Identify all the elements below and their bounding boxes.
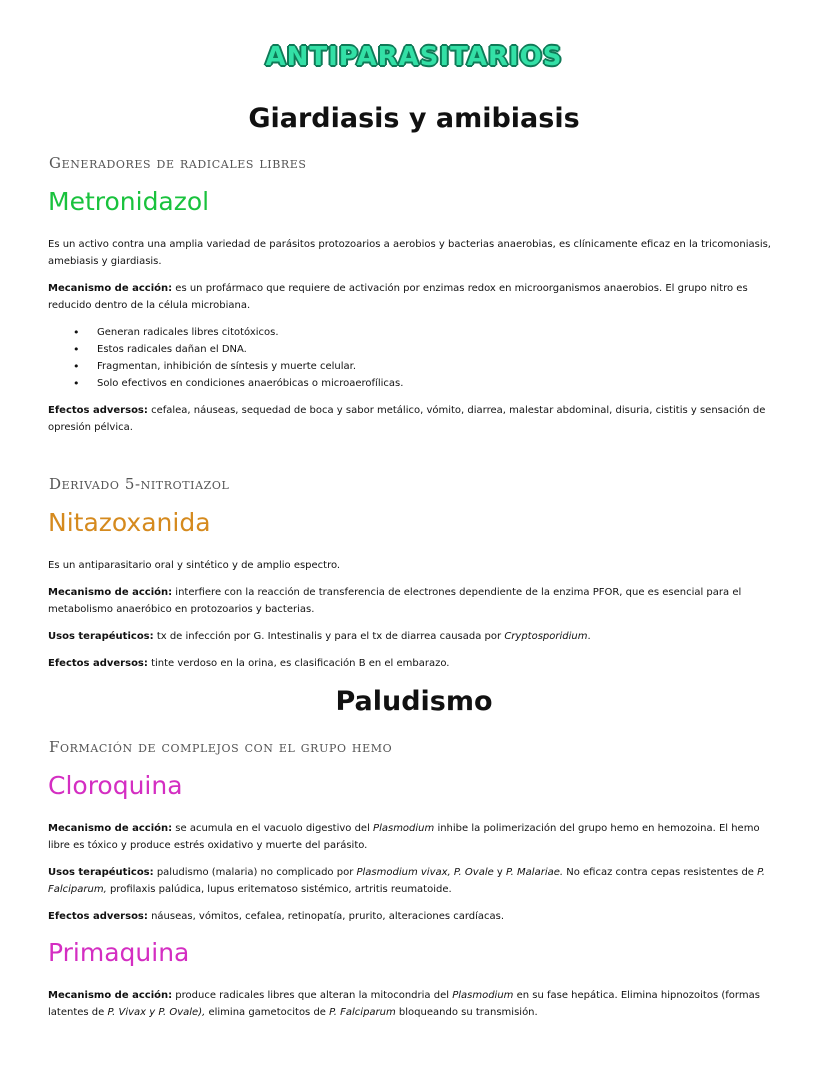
usos-label: Usos terapéuticos: (48, 867, 154, 878)
nitazoxanida-usos (48, 628, 783, 645)
mecanismo-label: Mecanismo de acción: (48, 587, 173, 598)
efectos-label: Efectos adversos: (48, 405, 148, 416)
mecanismo-label: Mecanismo de acción: (48, 990, 173, 1001)
cloroquina-usos (48, 864, 783, 898)
mecanismo-text: produce radicales libres que alteran la mitocondria del (172, 990, 453, 1001)
mecanismo-text: se acumula en el vacuolo digestivo del (172, 823, 374, 834)
usos-text: profilaxis palúdica, lupus eritematoso sistémico, artritis reumatoide. (106, 884, 452, 895)
list-item: • Fragmentan, inhibición de síntesis y muerte celular. (70, 358, 770, 375)
nitazoxanida-efectos (48, 655, 783, 672)
mecanismo-text: interfiere con la reacción de transferencia de electrones dependiente de la enzima PFOR, que es esencial para el metabolismo anaeróbico en protozoarios y bacterias. (48, 587, 742, 615)
usos-organism: Cryptosporidium (504, 631, 588, 642)
drug-heading-nitazoxanida: Nitazoxanida (48, 508, 211, 537)
category-heading-radicales: Generadores de radicales libres (49, 154, 307, 172)
metronidazol-intro: Es un activo contra una amplia variedad de parásitos protozoarios a aerobios y bacterias anaerobias, es clínicamente eficaz en la tricomoniasis, amebiasis y giardiasis. (48, 239, 771, 267)
category-heading-nitrotiazol: Derivado 5-nitrotiazol (49, 475, 230, 493)
usos-text: No eficaz contra cepas resistentes de (563, 867, 758, 878)
mecanismo-text: es un profármaco que requiere de activación por enzimas redox en microorganismos anaerobios. El grupo nitro es reducido dentro de la célula microbiana. (48, 283, 748, 311)
mecanismo-organism: P. Falciparum (329, 1007, 396, 1018)
mecanismo-organism: Plasmodium (452, 990, 514, 1001)
section-heading-paludismo: Paludismo (335, 686, 493, 717)
usos-organism: Plasmodium vivax, P. Ovale (356, 867, 494, 878)
mecanismo-text-end: inhibe la polimerización del grupo hemo en hemozoina. El hemo libre es tóxico y produce estrés oxidativo y muerte del parásito. (48, 823, 760, 851)
list-item: • Estos radicales dañan el DNA. (70, 341, 770, 358)
mecanismo-label: Mecanismo de acción: (48, 283, 173, 294)
efectos-text: náuseas, vómitos, cefalea, retinopatía, prurito, alteraciones cardíacas. (147, 911, 505, 922)
usos-label: Usos terapéuticos: (48, 631, 154, 642)
mecanismo-organism: P. Vivax y P. Ovale), (107, 1007, 206, 1018)
usos-text: tx de infección por G. Intestinalis y para el tx de diarrea causada por (153, 631, 505, 642)
cloroquina-mecanismo (48, 820, 783, 854)
metronidazol-bullet-list (70, 324, 770, 392)
category-heading-hemo: Formación de complejos con el grupo hemo (49, 738, 393, 756)
mecanismo-text: bloqueando su transmisión. (395, 1007, 538, 1018)
usos-text: paludismo (malaria) no complicado por (153, 867, 357, 878)
document-title: ANTIPARASITARIOS (265, 42, 563, 72)
efectos-label: Efectos adversos: (48, 658, 148, 669)
mecanismo-label: Mecanismo de acción: (48, 823, 173, 834)
section-heading-giardiasis: Giardiasis y amibiasis (248, 103, 580, 134)
efectos-text: cefalea, náuseas, sequedad de boca y sabor metálico, vómito, diarrea, malestar abdominal, disuria, cistitis y sensación de opresión pélvica. (48, 405, 766, 433)
drug-heading-metronidazol: Metronidazol (48, 187, 210, 216)
usos-text: y (493, 867, 507, 878)
nitazoxanida-intro: Es un antiparasitario oral y sintético y de amplio espectro. (48, 560, 341, 571)
mecanismo-organism: Plasmodium (373, 823, 435, 834)
efectos-label: Efectos adversos: (48, 911, 148, 922)
efectos-text: tinte verdoso en la orina, es clasificación B en el embarazo. (147, 658, 450, 669)
primaquina-mecanismo (48, 987, 783, 1021)
drug-heading-cloroquina: Cloroquina (48, 771, 183, 800)
mecanismo-text: en su fase hepática. Elimina hipnozoitos (formas latentes de (48, 990, 760, 1018)
usos-organism: P. Malariae. (506, 867, 564, 878)
cloroquina-efectos (48, 908, 783, 925)
list-item: • Solo efectivos en condiciones anaeróbicas o microaerofílicas. (70, 375, 770, 392)
list-item: • Generan radicales libres citotóxicos. (70, 324, 770, 341)
usos-organism: P. Falciparum, (48, 867, 765, 895)
metronidazol-efectos (48, 402, 783, 436)
nitazoxanida-mecanismo (48, 584, 783, 618)
drug-heading-primaquina: Primaquina (48, 938, 190, 967)
metronidazol-mecanismo (48, 280, 783, 314)
usos-end: . (587, 631, 591, 642)
mecanismo-text: elimina gametocitos de (205, 1007, 330, 1018)
